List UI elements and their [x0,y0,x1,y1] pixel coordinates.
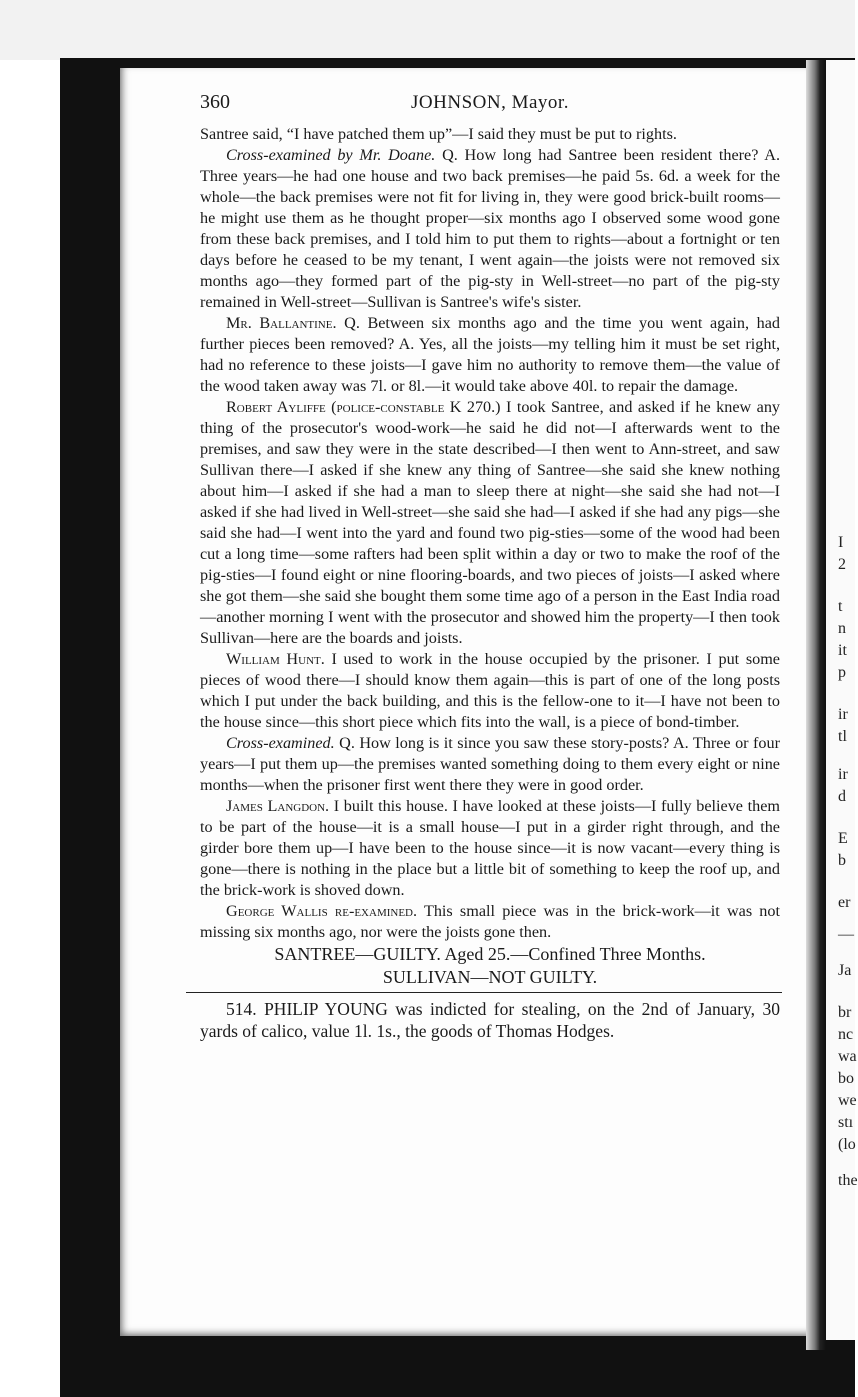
speaker-label: Mr. Ballantine. [226,314,337,332]
facing-page-fragment: stı [838,1114,854,1131]
facing-page [826,60,858,1340]
facing-page-fragment: Ja [838,962,852,979]
facing-page-fragment: bo [838,1070,854,1087]
speaker-label: George Wallis re-examined. [226,902,418,920]
page-header-title: JOHNSON, Mayor. [411,92,569,113]
facing-page-fragment: b [838,852,846,869]
speaker-label: Cross-examined. [226,734,335,752]
facing-page-fragment: p [838,664,846,681]
book-spine [806,60,826,1350]
book-bottom-edge [60,1330,855,1397]
book-left-edge [60,60,122,1360]
facing-page-fragment: I [838,534,844,551]
facing-page-fragment: the [838,1172,858,1189]
facing-page-fragment: ir [838,766,848,783]
facing-page-fragment: E [838,830,848,847]
paragraph-text: Santree said, “I have patched them up”—I said they must be put to rights. [200,125,677,143]
facing-page-fragment: (lo [838,1136,856,1153]
facing-page-fragment: nc [838,1026,854,1043]
speaker-label: Robert Ayliffe (police-constable K 270.) [226,398,501,416]
paragraph [200,733,780,796]
paragraph-text: Q. How long had Santree been resident there? A. Three years—he had one house and two back premises—he paid 5s. 6d. a week for the whole—the back premises were not fit for living in, they were good brick-built rooms—he might use them as he thought proper—six months ago I observed some wood gone from these back premises, and I told him to put them to rights—about a fortnight or ten days before he ceased to be my tenant, I went again—the joists were not removed six months ago—they formed part of the pig-sty in Well-street—no part of the pig-sty remained in Well-street—Sullivan is Santree's wife's sister. [200,146,780,311]
speaker-label: Cross-examined by Mr. Doane. [226,146,436,164]
facing-page-fragment: d [838,788,846,805]
verdict-santree: SANTREE—GUILTY. Aged 25.—Confined Three Months. [274,944,706,964]
paragraph-text: I built this house. I have looked at these joists—I fully believe them to be part of the house—it is a small house—I put in a girder right through, and the girder bore them up—I have been to the house since—it is now vacant—every thing is gone—there is nothing in the place but a little bit of something to keep the roof up, and the brick-work is shoved down. [200,797,780,899]
facing-page-fragment: br [838,1004,852,1021]
facing-page-fragment: we [838,1092,857,1109]
speaker-label: James Langdon. [226,797,330,815]
paragraph [200,397,780,649]
facing-page-fragment: it [838,642,847,659]
facing-page-fragment: 2 [838,556,846,573]
facing-page-fragment: wa [838,1048,857,1065]
page-text-block [200,88,780,1042]
facing-page-fragment: tl [838,728,847,745]
paragraph [200,313,780,397]
running-head [200,88,780,124]
page-number: 360 [200,91,230,113]
facing-page-fragment: ir [838,706,848,723]
facing-page-fragment: — [838,926,854,943]
verdict-sullivan: SULLIVAN—NOT GUILTY. [382,967,598,987]
facing-page-fragment: er [838,894,851,911]
next-case [200,998,780,1042]
facing-page-fragment: n [838,620,846,637]
case-number: 514. [226,999,257,1019]
paragraph [200,901,780,943]
paragraph-text: This small piece was in the brick-work—it was not missing six months ago, nor were the joists gone then. [200,902,780,941]
case-divider [186,992,782,993]
paragraph [200,649,780,733]
paragraph [200,124,780,145]
facing-page-fragment: t [838,598,843,615]
speaker-label: William Hunt. [226,650,325,668]
paragraph-text: Q. How long is it since you saw these story-posts? A. Three or four years—I put them up—the premises wanted something doing to them every eight or nine months—when the prisoner first went there they were in good order. [200,734,781,794]
case-text: PHILIP YOUNG was indicted for stealing, on the 2nd of January, 30 yards of calico, value 1l. 1s., the goods of Thomas Hodges. [200,999,780,1041]
paragraph-text: I took Santree, and asked if he knew any thing of the prosecutor's wood-work—he said he did not—I afterwards went to the premises, and saw they were in the state described—I then went to Ann-street, and saw Sullivan there—I asked if she knew any thing of Santree—she said she knew nothing about him—I asked if she had a man to sleep there at night—she said she had not—I asked if she had lived in Well-street—she said she had—I asked if she had any pigs—she said she had—I went into the yard and found two pig-sties—some of the wood had been cut a long time—some rafters had been split within a day or two to make the roof of the pig-sties—I found eight or nine flooring-boards, and two pieces of joists—I asked where she got them—she said she bought them some time ago of a person in the East India road—another morning I went with the prosecutor and showed him the property—I then took Sullivan—here are the boards and joists. [200,398,781,647]
scan-top-margin [0,0,855,60]
paragraph [200,145,780,313]
paragraph-text: Q. Between six months ago and the time you went again, had further pieces been removed? A. Yes, all the joists—my telling him it must be set right, had no reference to these joists—I gave him no authority to remove them—the value of the wood taken away was 7l. or 8l.—it would take above 40l. to repair the damage. [200,314,781,395]
paragraph-text: I used to work in the house occupied by the prisoner. I put some pieces of wood there—I should know them again—this is part of one of the long posts which I put under the back building, and this is the fellow-one to it—I have not been to the house since—this short piece which fits into the wall, is a piece of bond-timber. [200,650,780,731]
paragraph [200,796,780,901]
